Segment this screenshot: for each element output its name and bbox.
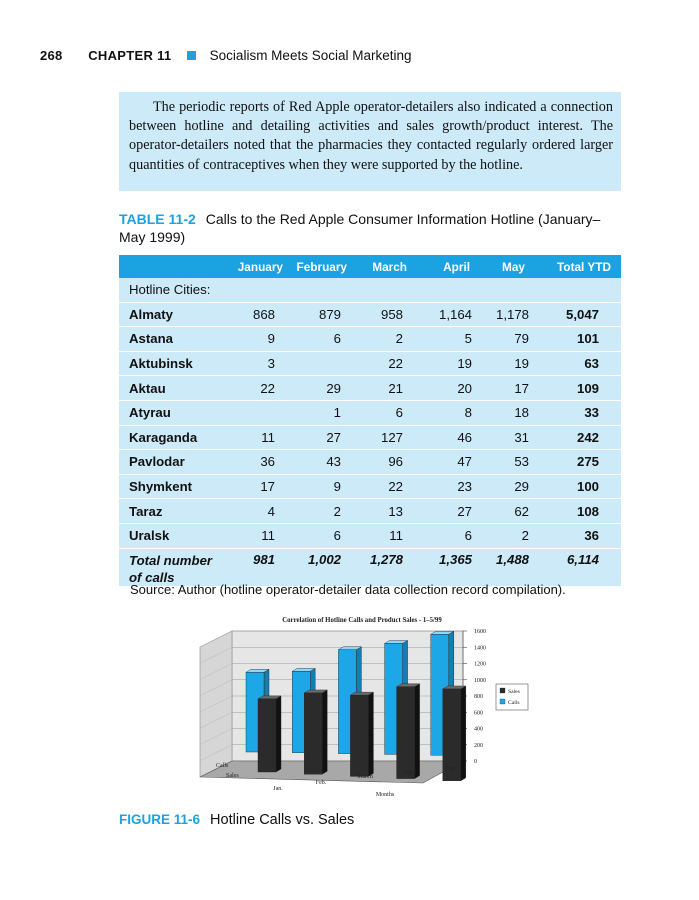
cell-april: 27 bbox=[457, 503, 472, 519]
cell-total-ytd: 242 bbox=[576, 429, 599, 445]
sales-bar bbox=[350, 695, 368, 776]
sales-bar-side bbox=[322, 690, 327, 774]
cell-march: 22 bbox=[388, 479, 403, 495]
legend-swatch-calls bbox=[500, 699, 505, 704]
cell-january: 11 bbox=[261, 429, 275, 445]
cell-february: 6 bbox=[333, 528, 341, 544]
cell-march: 6 bbox=[395, 405, 403, 421]
cell-february: 879 bbox=[318, 306, 341, 322]
y-tick-label: 1600 bbox=[474, 629, 486, 636]
figure-title: Hotline Calls vs. Sales bbox=[210, 812, 355, 828]
cell-total-ytd: 108 bbox=[576, 503, 599, 519]
cell-may: 29 bbox=[514, 479, 529, 495]
total-may: 1,488 bbox=[495, 551, 529, 567]
cell-february: 29 bbox=[326, 380, 341, 396]
cell-february: 43 bbox=[326, 454, 341, 470]
cell-total-ytd: 101 bbox=[576, 331, 599, 347]
y-tick-label: 1200 bbox=[474, 661, 486, 668]
city-name: Pavlodar bbox=[129, 454, 185, 470]
x-category-label: May bbox=[444, 766, 456, 772]
city-name: Aktau bbox=[129, 380, 166, 396]
city-name: Aktubinsk bbox=[129, 356, 193, 372]
sales-bar bbox=[304, 693, 322, 774]
city-name: Astana bbox=[129, 331, 173, 347]
legend-swatch-sales bbox=[500, 688, 505, 693]
cell-may: 62 bbox=[514, 503, 529, 519]
cell-january: 868 bbox=[252, 306, 275, 322]
total-february: 1,002 bbox=[307, 551, 341, 567]
x-category-label: April bbox=[403, 770, 417, 776]
table-label: TABLE 11-2 bbox=[119, 211, 196, 227]
cell-february: 1 bbox=[333, 405, 341, 421]
chart-title: Correlation of Hotline Calls and Product Sales - 1–5/99 bbox=[282, 617, 442, 624]
city-name: Taraz bbox=[129, 503, 163, 519]
cell-total-ytd: 109 bbox=[576, 380, 599, 396]
total-row-label-line2: of calls bbox=[129, 569, 175, 585]
sales-bar bbox=[397, 687, 415, 779]
cell-march: 21 bbox=[388, 380, 403, 396]
city-name: Shymkent bbox=[129, 479, 193, 495]
cell-total-ytd: 33 bbox=[584, 405, 599, 421]
cell-april: 20 bbox=[457, 380, 472, 396]
cell-may: 31 bbox=[514, 429, 529, 445]
sales-bar-side bbox=[368, 692, 373, 776]
legend-label-calls: Calls bbox=[508, 700, 520, 706]
cell-january: 17 bbox=[260, 479, 275, 495]
table-header-february: February bbox=[285, 255, 351, 278]
table-subheading: Hotline Cities: bbox=[129, 282, 211, 298]
y-tick-label: 600 bbox=[474, 710, 483, 717]
total-april: 1,365 bbox=[438, 551, 472, 567]
cell-february: 2 bbox=[333, 503, 341, 519]
sales-bar-side bbox=[461, 686, 466, 781]
cell-april: 23 bbox=[457, 479, 472, 495]
cell-may: 2 bbox=[521, 528, 529, 544]
cell-april: 46 bbox=[457, 429, 472, 445]
y-tick-label: 1400 bbox=[474, 645, 486, 652]
callout-paragraph: The periodic reports of Red Apple operator-detailers also indicated a connection between hotline and detailing activities and sales growth/product interest. The operator-detailers noted that the pharmacies they contacted regularly ordered larger quantities of contraceptives when they were supported by the hotline. bbox=[129, 99, 613, 173]
city-name: Uralsk bbox=[129, 528, 170, 544]
cell-january: 9 bbox=[267, 331, 275, 347]
chart-floor bbox=[200, 761, 463, 783]
x-category-label: March bbox=[357, 774, 373, 780]
y-tick-label: 1000 bbox=[474, 677, 486, 684]
y-tick-label: 800 bbox=[474, 694, 483, 701]
table-header-march: March bbox=[351, 255, 413, 278]
total-january: 981 bbox=[252, 551, 275, 567]
cell-may: 18 bbox=[514, 405, 529, 421]
cell-march: 11 bbox=[389, 528, 403, 544]
table-header-may: May bbox=[482, 255, 539, 278]
x-category-label: Jan. bbox=[273, 786, 283, 792]
legend-label-sales: Sales bbox=[508, 689, 520, 695]
cell-may: 79 bbox=[514, 331, 529, 347]
y-tick-label: 400 bbox=[474, 726, 483, 733]
sales-bar bbox=[258, 699, 276, 772]
cell-total-ytd: 63 bbox=[584, 356, 599, 372]
figure-label: FIGURE 11-6 bbox=[119, 812, 201, 827]
section-title: Socialism Meets Social Marketing bbox=[209, 48, 412, 63]
cell-april: 19 bbox=[457, 356, 472, 372]
cell-may: 19 bbox=[514, 356, 529, 372]
cell-may: 53 bbox=[514, 454, 529, 470]
cell-april: 5 bbox=[464, 331, 472, 347]
cell-total-ytd: 100 bbox=[576, 479, 599, 495]
figure-caption bbox=[119, 812, 354, 828]
page-number: 268 bbox=[40, 48, 63, 63]
table-header-total-ytd: Total YTD bbox=[539, 255, 621, 278]
cell-april: 8 bbox=[464, 405, 472, 421]
cell-march: 96 bbox=[388, 454, 403, 470]
cell-february: 6 bbox=[333, 331, 341, 347]
cell-january: 36 bbox=[260, 454, 275, 470]
cell-april: 47 bbox=[457, 454, 472, 470]
cell-march: 127 bbox=[380, 429, 403, 445]
x-category-label: Feb. bbox=[315, 780, 327, 786]
y-tick-label: 0 bbox=[474, 759, 477, 766]
table-title: Calls to the Red Apple Consumer Information Hotline (January–May 1999) bbox=[119, 211, 601, 245]
cell-may: 1,178 bbox=[495, 306, 529, 322]
sales-bar-side bbox=[415, 684, 420, 779]
table-header-january: January bbox=[229, 255, 285, 278]
cell-total-ytd: 275 bbox=[576, 454, 599, 470]
table-header-april: April bbox=[413, 255, 482, 278]
cell-january: 3 bbox=[267, 356, 275, 372]
city-name: Almaty bbox=[129, 306, 173, 322]
cell-april: 6 bbox=[464, 528, 472, 544]
series-axis-label-sales: Sales bbox=[226, 773, 239, 779]
city-name: Atyrau bbox=[129, 405, 171, 421]
cell-april: 1,164 bbox=[438, 306, 472, 322]
cell-january: 4 bbox=[267, 503, 275, 519]
x-axis-title: Months bbox=[375, 792, 395, 798]
city-name: Karaganda bbox=[129, 429, 198, 445]
cell-march: 958 bbox=[380, 306, 403, 322]
cell-january: 11 bbox=[261, 528, 275, 544]
cell-total-ytd: 36 bbox=[584, 528, 599, 544]
sales-bar-side bbox=[276, 696, 281, 772]
cell-march: 13 bbox=[388, 503, 403, 519]
table-source: Source: Author (hotline operator-detailer data collection record compilation). bbox=[130, 582, 566, 597]
total-march: 1,278 bbox=[369, 551, 403, 567]
cell-march: 2 bbox=[395, 331, 403, 347]
y-tick-label: 200 bbox=[474, 742, 483, 749]
cell-january: 22 bbox=[260, 380, 275, 396]
total-row-label-line1: Total number bbox=[129, 552, 213, 568]
cell-february: 27 bbox=[326, 429, 341, 445]
series-axis-label-calls: Calls bbox=[216, 763, 229, 769]
cell-total-ytd: 5,047 bbox=[565, 306, 599, 322]
cell-march: 22 bbox=[388, 356, 403, 372]
chapter-label: CHAPTER 11 bbox=[88, 48, 172, 63]
cell-may: 17 bbox=[514, 380, 529, 396]
cell-february: 9 bbox=[333, 479, 341, 495]
total-ytd-grand: 6,114 bbox=[566, 551, 599, 567]
